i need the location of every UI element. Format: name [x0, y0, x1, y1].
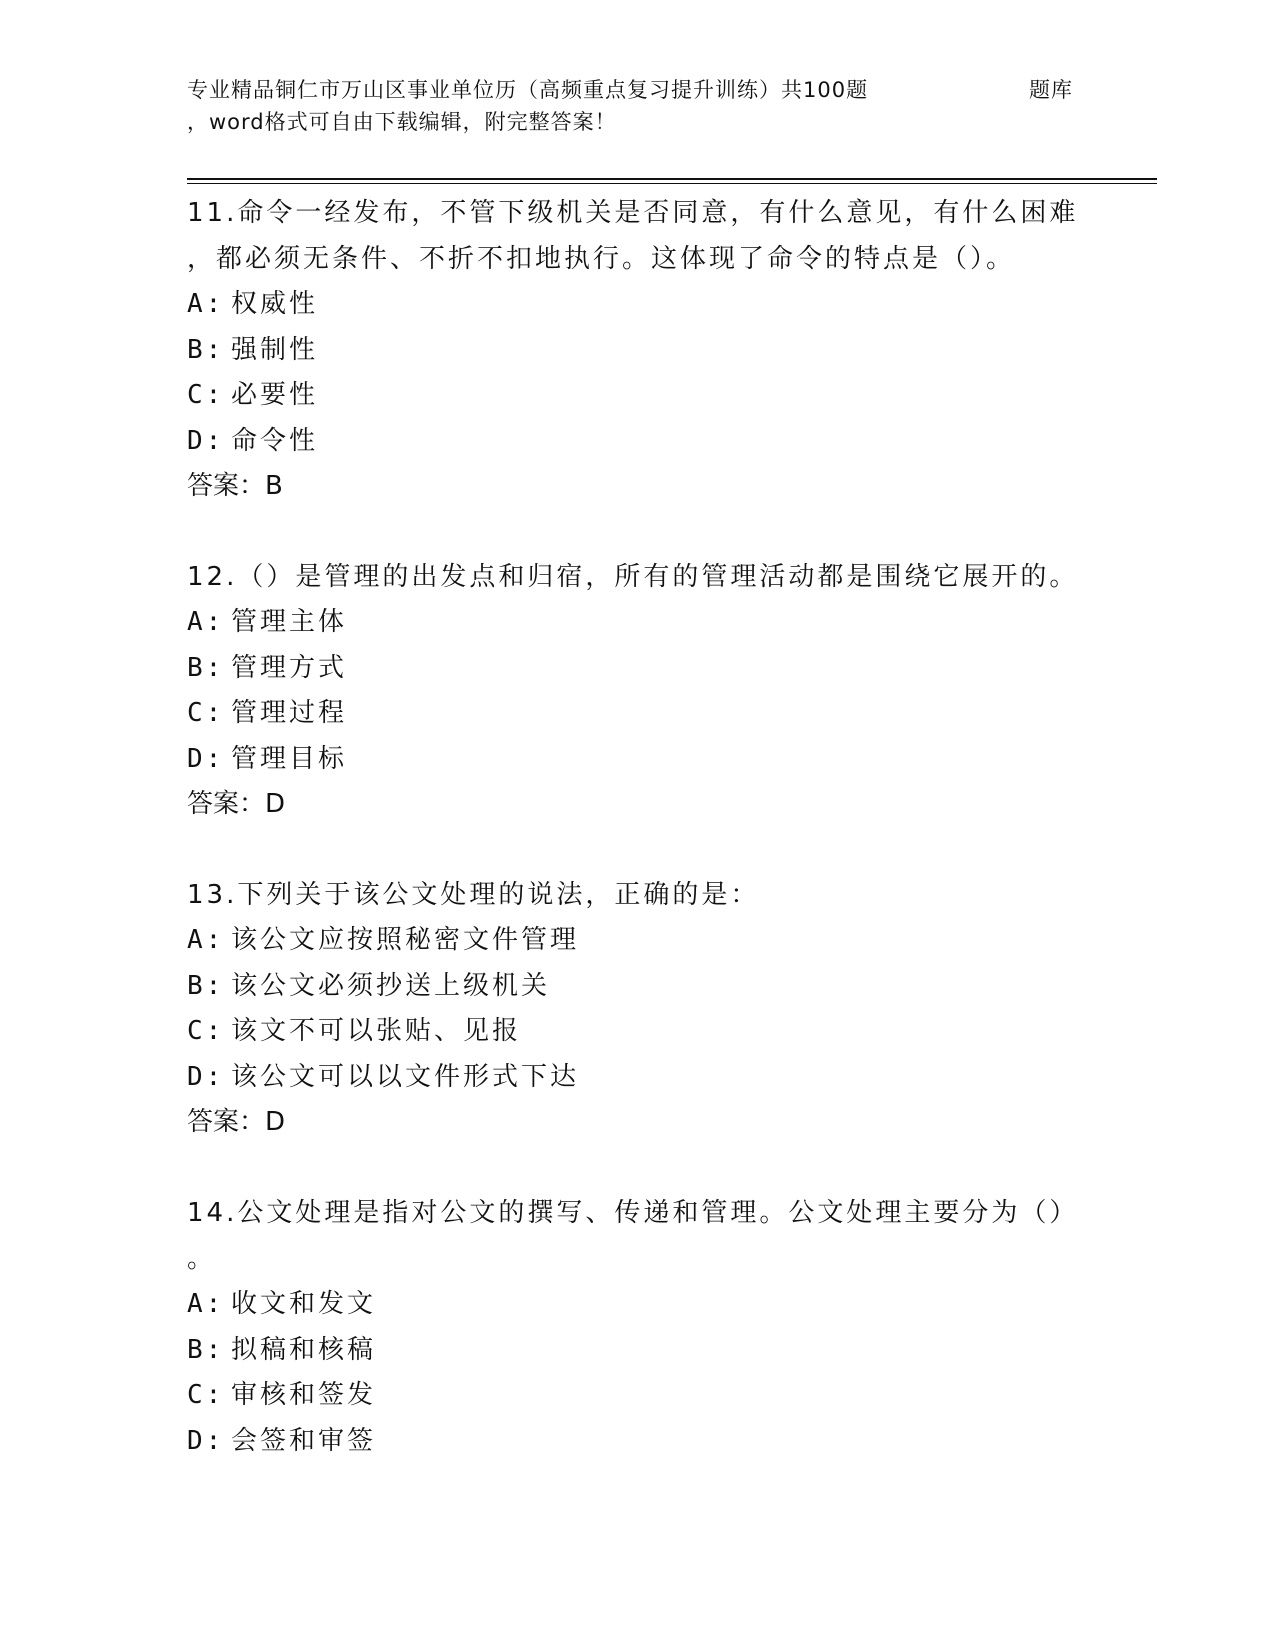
question-text: 13.下列关于该公文处理的说法，正确的是： — [187, 880, 760, 910]
header-tag: 题库 — [1029, 78, 1073, 102]
option-text: 管理方式 — [231, 652, 348, 683]
answer-option — [187, 1328, 1087, 1374]
question-text: 12.（）是管理的出发点和归宿，所有的管理活动都是围绕它展开的。 — [187, 562, 1079, 592]
option-key: B: — [187, 652, 225, 683]
option-key: A: — [187, 925, 225, 955]
question-block — [187, 1190, 1087, 1464]
option-key: C: — [187, 1380, 225, 1410]
option-text: 会签和审签 — [231, 1425, 377, 1456]
answer-option — [187, 1009, 1087, 1055]
answer-option — [187, 600, 1087, 646]
option-text: 审核和签发 — [231, 1380, 377, 1410]
option-text: 命令性 — [231, 425, 319, 456]
answer-option — [187, 964, 1087, 1010]
option-text: 该文不可以张贴、见报 — [231, 1016, 522, 1046]
option-key: B: — [187, 334, 225, 365]
question-block — [187, 190, 1087, 554]
option-key: A: — [187, 1289, 225, 1319]
option-key: C: — [187, 380, 225, 410]
option-text: 该公文必须抄送上级机关 — [231, 970, 551, 1001]
header-divider — [187, 178, 1157, 180]
option-key: C: — [187, 698, 225, 728]
question-block — [187, 554, 1087, 872]
answer-option — [187, 419, 1087, 465]
option-key: D: — [187, 1061, 225, 1092]
option-text: 管理主体 — [231, 607, 348, 637]
option-text: 收文和发文 — [231, 1289, 377, 1319]
header-subtitle: ，word格式可自由下载编辑，附完整答案！ — [187, 110, 617, 134]
option-key: C: — [187, 1016, 225, 1046]
option-key: B: — [187, 970, 225, 1001]
option-text: 拟稿和核稿 — [231, 1334, 377, 1365]
answer-option — [187, 1419, 1087, 1465]
option-key: D: — [187, 425, 225, 456]
option-text: 必要性 — [231, 380, 319, 410]
option-text: 该公文应按照秘密文件管理 — [231, 925, 580, 955]
answer-text: 答案：D — [187, 789, 286, 819]
option-text: 管理目标 — [231, 743, 348, 774]
question-block — [187, 872, 1087, 1190]
answer-option — [187, 1282, 1087, 1328]
option-text: 强制性 — [231, 334, 319, 365]
header-title: 专业精品铜仁市万山区事业单位历（高频重点复习提升训练）共100题 — [187, 78, 869, 102]
option-key: A: — [187, 289, 225, 319]
answer-option — [187, 1055, 1087, 1101]
option-key: D: — [187, 1425, 225, 1456]
option-text: 权威性 — [231, 289, 319, 319]
answer-option — [187, 282, 1087, 328]
question-text: ，都必须无条件、不折不扣地执行。这体现了命令的特点是（）。 — [187, 244, 1016, 274]
answer-option — [187, 328, 1087, 374]
answer-option — [187, 918, 1087, 964]
answer-option — [187, 646, 1087, 692]
option-key: B: — [187, 1334, 225, 1365]
answer-option — [187, 1373, 1087, 1419]
option-text: 该公文可以以文件形式下达 — [231, 1061, 580, 1092]
question-text: 11.命令一经发布，不管下级机关是否同意，有什么意见，有什么困难 — [187, 198, 1079, 228]
answer-option — [187, 737, 1087, 783]
header-divider-thin — [187, 183, 1157, 184]
option-key: D: — [187, 743, 225, 774]
question-text: 14.公文处理是指对公文的撰写、传递和管理。公文处理主要分为（） — [187, 1198, 1079, 1228]
document-header — [187, 74, 1087, 138]
answer-text: 答案：B — [187, 471, 283, 501]
question-text: 。 — [187, 1244, 217, 1274]
option-text: 管理过程 — [231, 698, 348, 728]
answer-option — [187, 691, 1087, 737]
option-key: A: — [187, 607, 225, 637]
answer-option — [187, 373, 1087, 419]
question-list — [187, 190, 1087, 1464]
answer-text: 答案：D — [187, 1107, 286, 1137]
